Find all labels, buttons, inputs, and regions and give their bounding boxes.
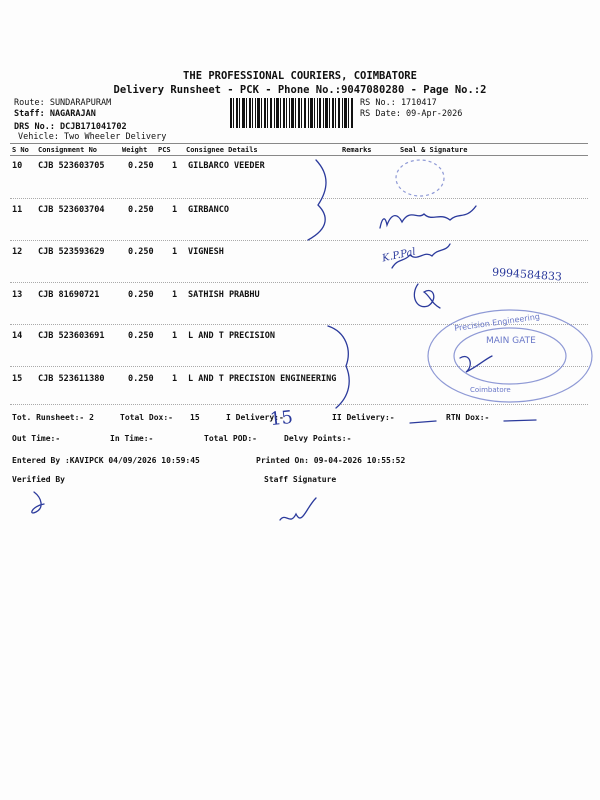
handwritten-initials: K.P.Pal — [381, 246, 417, 265]
underline-i-delivery — [410, 421, 436, 423]
runsheet-subtitle: Delivery Runsheet - PCK - Phone No.:9047080280 - Page No.:2 — [113, 84, 487, 96]
row-consignee: L AND T PRECISION ENGINEERING — [188, 374, 337, 384]
total-dox-value: 15 — [190, 413, 200, 422]
underline-rtn-dox — [504, 420, 536, 421]
row-divider — [10, 198, 588, 199]
row-consignment: CJB 81690721 — [38, 290, 100, 300]
total-runsheet: Tot. Runsheet:- 2 — [12, 413, 94, 422]
rs-date: RS Date: 09-Apr-2026 — [360, 109, 463, 119]
row-sno: 11 — [12, 205, 23, 215]
row-weight: 0.250 — [128, 161, 154, 171]
stamp-line-1: Precision Engineering — [453, 312, 541, 333]
row-weight: 0.250 — [128, 331, 154, 341]
header-rule-bottom — [10, 155, 588, 156]
row-consignment: CJB 523593629 — [38, 247, 105, 257]
printed-on: Printed On: 09-04-2026 10:55:52 — [256, 456, 406, 465]
row-consignment: CJB 523603705 — [38, 161, 105, 171]
row-pcs: 1 — [172, 161, 178, 171]
i-delivery-label: I Delivery:- — [226, 413, 284, 422]
row-consignee: GILBARCO VEEDER — [188, 161, 265, 171]
row-divider — [10, 366, 588, 367]
row-sno: 12 — [12, 247, 23, 257]
row-consignee: SATHISH PRABHU — [188, 290, 260, 300]
row-consignment: CJB 523603704 — [38, 205, 105, 215]
col-seal-signature: Seal & Signature — [400, 146, 468, 154]
drs-label: DRS No.: DCJB171041702 — [14, 122, 127, 132]
bracket-mark — [308, 160, 326, 240]
signature-1 — [380, 206, 476, 228]
company-title: THE PROFESSIONAL COURIERS, COIMBATORE — [183, 70, 417, 82]
vehicle-label: Vehicle: Two Wheeler Delivery — [18, 132, 167, 142]
row-divider — [10, 240, 588, 241]
row-weight: 0.250 — [128, 205, 154, 215]
delvy-points-label: Delvy Points:- — [284, 434, 352, 443]
row-sno: 15 — [12, 374, 23, 384]
row-pcs: 1 — [172, 205, 178, 215]
handwritten-phone-note: 9994584833 — [491, 265, 563, 284]
stamp-line-3: Coimbatore — [470, 386, 511, 394]
signature-3 — [414, 284, 440, 308]
route-label: Route: SUNDARAPURAM — [14, 98, 112, 108]
in-time-label: In Time:- — [110, 434, 154, 443]
barcode — [230, 98, 354, 128]
col-remarks: Remarks — [342, 146, 372, 154]
stamp-line-2: MAIN GATE — [486, 336, 536, 346]
col-weight: Weight — [122, 146, 148, 154]
row-sno: 14 — [12, 331, 23, 341]
row-weight: 0.250 — [128, 374, 154, 384]
bracket-mark-2 — [328, 326, 349, 408]
row-weight: 0.250 — [128, 247, 154, 257]
row-divider — [10, 404, 588, 405]
row-consignee: VIGNESH — [188, 247, 224, 257]
row-pcs: 1 — [172, 290, 178, 300]
ii-delivery-label: II Delivery:- — [332, 413, 395, 422]
row-sno: 10 — [12, 161, 23, 171]
row-consignment: CJB 523603691 — [38, 331, 105, 341]
verified-by-label: Verified By — [12, 475, 65, 484]
row-consignment: CJB 523611380 — [38, 374, 105, 384]
col-pcs: PCS — [158, 146, 171, 154]
signature-4 — [460, 356, 492, 372]
rtn-dox-label: RTN Dox:- — [446, 413, 490, 422]
total-pod-label: Total POD:- — [204, 434, 257, 443]
col-consignee: Consignee Details — [186, 146, 258, 154]
staff-sign-mark — [280, 498, 316, 520]
stamp-top-ghost — [396, 160, 444, 196]
total-dox-label: Total Dox:- — [120, 413, 173, 422]
col-consignment: Consignment No — [38, 146, 98, 154]
row-pcs: 1 — [172, 247, 178, 257]
header-rule-top — [10, 143, 588, 144]
entered-by: Entered By :KAVIPCK 04/09/2026 10:59:45 — [12, 456, 200, 465]
row-consignee: L AND T PRECISION — [188, 331, 275, 341]
row-weight: 0.250 — [128, 290, 154, 300]
row-pcs: 1 — [172, 374, 178, 384]
staff-label: Staff: NAGARAJAN — [14, 109, 96, 119]
row-consignee: GIRBANCO — [188, 205, 229, 215]
row-pcs: 1 — [172, 331, 178, 341]
rs-number: RS No.: 1710417 — [360, 98, 437, 108]
row-sno: 13 — [12, 290, 23, 300]
row-divider — [10, 282, 588, 283]
staff-signature-label: Staff Signature — [264, 475, 337, 484]
out-time-label: Out Time:- — [12, 434, 61, 443]
handwritten-delivery-count: 15 — [268, 406, 294, 431]
col-sno: S No — [12, 146, 29, 154]
verified-signature — [32, 492, 44, 513]
